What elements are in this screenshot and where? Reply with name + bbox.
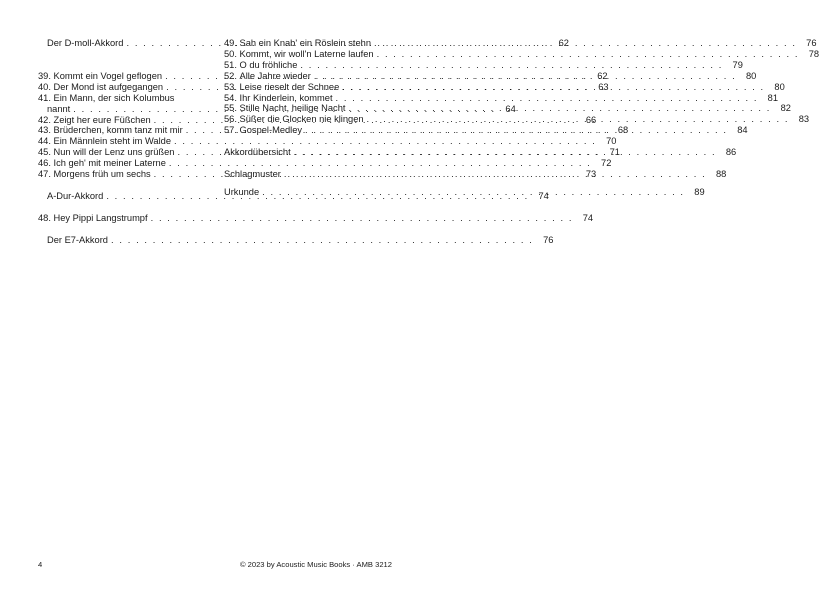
toc-entry-page: 74 bbox=[582, 212, 594, 223]
toc-entry-number: 56. bbox=[224, 114, 240, 125]
toc-entry-title: Akkordübersicht bbox=[224, 147, 291, 158]
toc-entry-number: 49. bbox=[224, 38, 240, 48]
dot-leader bbox=[302, 125, 727, 136]
spacer bbox=[38, 202, 210, 213]
toc-entry-title: Brüderchen, komm tanz mit mir bbox=[53, 125, 183, 136]
spacer bbox=[224, 180, 392, 187]
toc-entry-ihr-kinderlein-kommet[interactable] bbox=[224, 92, 779, 104]
toc-entry-page: 73 bbox=[585, 169, 597, 180]
toc-entry-ein-mann-der-sich-kolumbus[interactable] bbox=[38, 93, 210, 104]
toc-entry-page: 82 bbox=[780, 103, 791, 114]
toc-entry-page: 88 bbox=[715, 169, 727, 180]
dot-leader bbox=[259, 187, 684, 198]
dot-leader bbox=[371, 38, 796, 49]
toc-entry-number: 47. bbox=[38, 169, 54, 180]
toc-entry-page: 71 bbox=[609, 147, 620, 158]
toc-entry-number: 52. bbox=[224, 70, 240, 81]
toc-entry-page: 86 bbox=[725, 147, 737, 158]
dot-leader bbox=[364, 114, 789, 125]
toc-entry-title: Kommt ein Vogel geflogen bbox=[53, 70, 163, 81]
spacer bbox=[38, 49, 210, 71]
page-number: 4 bbox=[38, 560, 43, 569]
toc-entry-title: Gospel-Medley bbox=[239, 125, 303, 136]
dot-leader bbox=[333, 93, 758, 104]
toc-entry-number: 54. bbox=[224, 92, 240, 103]
toc-entry-page: 76 bbox=[543, 234, 554, 245]
toc-entry-number: 48. bbox=[38, 212, 54, 223]
toc-entry-page: 84 bbox=[737, 125, 748, 136]
toc-entry-title: Sah ein Knab' ein Röslein stehn bbox=[239, 38, 372, 48]
toc-entry-page: 74 bbox=[538, 190, 549, 201]
toc-entry-ich-geh-mit-meiner-laterne[interactable] bbox=[38, 158, 612, 169]
toc-entry-number: 42. bbox=[38, 114, 54, 125]
toc-entry-page: 83 bbox=[798, 114, 810, 125]
dot-leader bbox=[311, 71, 736, 82]
toc-entry-title: Urkunde bbox=[224, 186, 260, 197]
toc-entry-title: Ein Mann, der sich Kolumbus bbox=[53, 92, 175, 103]
toc-entry-title: Leise rieselt der Schnee bbox=[239, 81, 340, 92]
toc-entry-title: Der D-moll-Akkord bbox=[47, 38, 124, 48]
toc-entry-kommt-wir-woll-n-laterne-laufen[interactable] bbox=[224, 48, 819, 60]
toc-entry-number: 39. bbox=[38, 70, 54, 81]
toc-entry-page: 78 bbox=[808, 48, 819, 59]
toc-entry-page: 89 bbox=[694, 186, 705, 197]
toc-entry-title: Der E7-Akkord bbox=[47, 234, 108, 245]
toc-entry-page: 79 bbox=[732, 59, 743, 70]
toc-entry-page: 76 bbox=[806, 38, 817, 48]
toc-entry-page: 81 bbox=[767, 92, 779, 103]
dot-leader bbox=[291, 147, 716, 158]
toc-entry-page: 66 bbox=[585, 114, 597, 125]
toc-entry-page: 80 bbox=[745, 70, 757, 81]
dot-leader bbox=[374, 49, 799, 60]
toc-entry-title: Alle Jahre wieder bbox=[239, 70, 311, 81]
toc-entry-hey-pippi-langstrumpf[interactable] bbox=[38, 212, 594, 224]
toc-entry-page: 68 bbox=[617, 125, 629, 136]
toc-entry-number: 55. bbox=[224, 103, 240, 114]
toc-entry-title: Morgens früh um sechs bbox=[53, 169, 151, 180]
toc-entry-number: 45. bbox=[38, 147, 54, 158]
spacer bbox=[38, 224, 210, 235]
toc-entry-title: Ich geh' mit meiner Laterne bbox=[53, 158, 166, 169]
toc-entry-title: O du fröhliche bbox=[239, 59, 298, 70]
toc-entry-ein-m-nnlein-steht-im-walde[interactable] bbox=[38, 136, 617, 147]
toc-entry-number: 57. bbox=[224, 125, 240, 136]
toc-entry-number: 51. bbox=[224, 59, 240, 70]
copyright-notice: © 2023 by Acoustic Music Books · AMB 3212 bbox=[239, 560, 392, 569]
dot-leader bbox=[108, 235, 533, 246]
toc-entry-title: nannt bbox=[47, 103, 71, 114]
dot-leader bbox=[345, 103, 770, 114]
toc-entry-number: 43. bbox=[38, 125, 54, 136]
toc-entry-title: Nun will der Lenz uns grüßen bbox=[53, 147, 175, 158]
toc-entry-title: Hey Pippi Langstrumpf bbox=[53, 212, 148, 223]
toc-entry-page: 62 bbox=[558, 38, 569, 48]
toc-entry-page: 80 bbox=[774, 81, 785, 92]
dot-leader bbox=[148, 213, 573, 224]
toc-entry-title: Der Mond ist aufgegangen bbox=[53, 81, 164, 92]
spacer bbox=[224, 158, 392, 169]
dot-leader bbox=[297, 60, 722, 71]
toc-entry-number: 40. bbox=[38, 81, 54, 92]
toc-entry-page: 72 bbox=[601, 158, 612, 169]
toc-entry-number: 44. bbox=[38, 136, 54, 147]
toc-entry-page: 62 bbox=[597, 70, 608, 81]
toc-entry-title: A-Dur-Akkord bbox=[47, 190, 104, 201]
toc-entry-number: 53. bbox=[224, 81, 240, 92]
spacer bbox=[224, 136, 392, 147]
toc-entry-o-du-fr-hliche[interactable] bbox=[224, 59, 743, 71]
toc-entry-title: Kommt, wir woll'n Laterne laufen bbox=[239, 48, 374, 59]
dot-leader bbox=[339, 82, 764, 93]
spacer bbox=[38, 180, 210, 191]
toc-entry-title: Süßer die Glocken nie klingen bbox=[239, 114, 364, 125]
toc-entry-title: Stille Nacht, heilige Nacht bbox=[239, 103, 346, 114]
toc-entry-title: Ein Männlein steht im Walde bbox=[53, 136, 171, 147]
toc-entry-number: 50. bbox=[224, 48, 240, 59]
toc-entry-number: 41. bbox=[38, 92, 54, 103]
toc-entry-der-e7-akkord[interactable] bbox=[38, 234, 554, 246]
toc-entry-page: 70 bbox=[606, 136, 617, 147]
toc-entry-page: 63 bbox=[598, 81, 609, 92]
toc-entry-number: 46. bbox=[38, 158, 54, 169]
toc-entry-page: 64 bbox=[505, 103, 516, 114]
toc-entry-title: Ihr Kinderlein, kommet bbox=[239, 92, 333, 103]
dot-leader bbox=[281, 169, 706, 180]
toc-entry-title: Zeigt her eure Füßchen bbox=[53, 114, 151, 125]
toc-entry-title: Schlagmuster bbox=[224, 169, 281, 180]
